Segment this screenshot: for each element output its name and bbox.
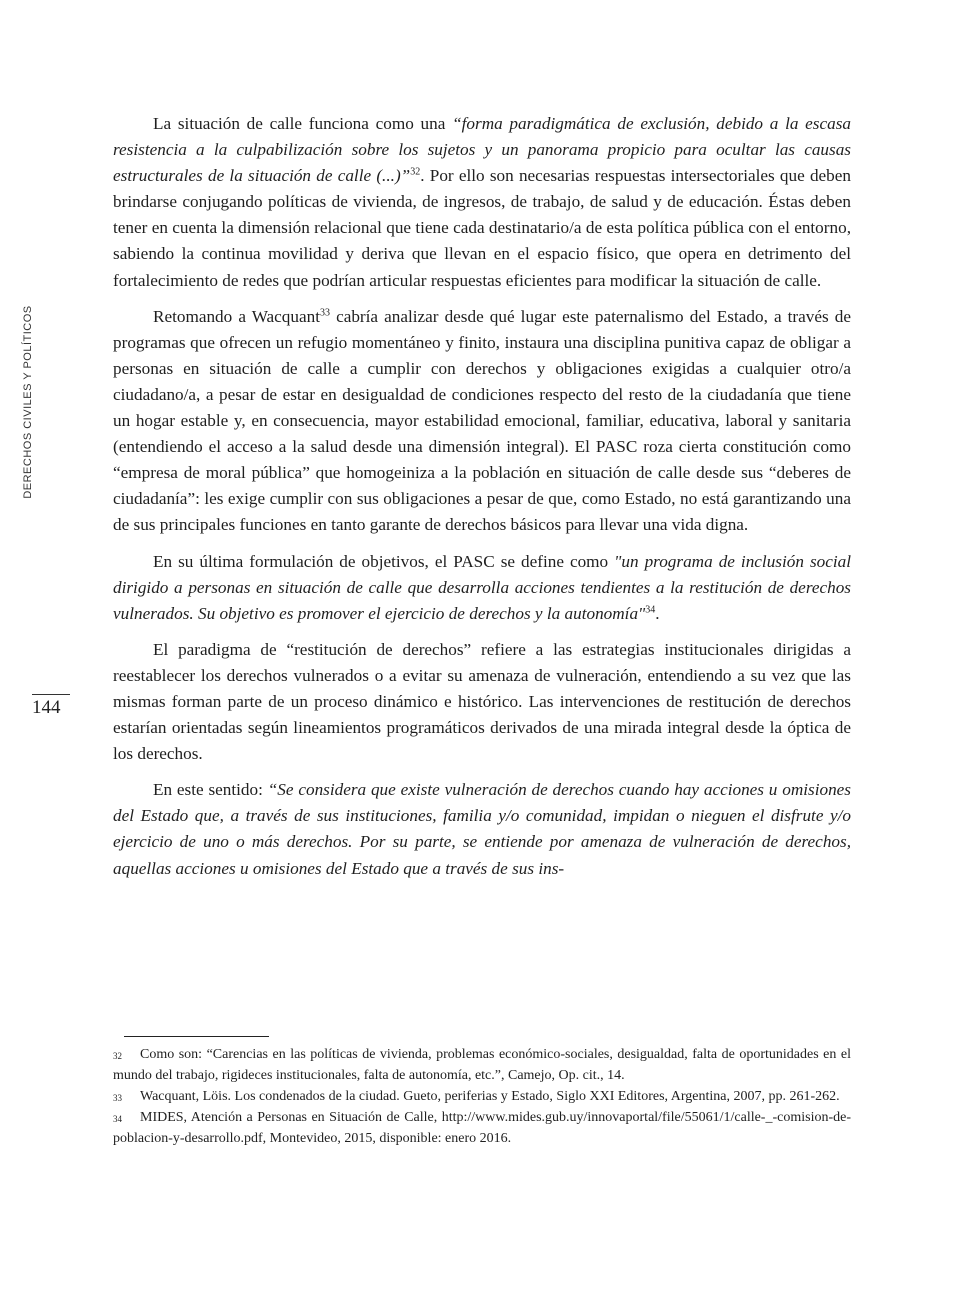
- paragraph-4: [113, 637, 851, 767]
- footnote-ref-33[interactable]: 33: [320, 306, 330, 318]
- body-text: [113, 111, 851, 892]
- footnote-number: 33: [113, 1093, 122, 1103]
- text-run: .: [655, 603, 660, 623]
- running-header-vertical: DERECHOS CIVILES Y POLÍTICOS: [22, 305, 34, 499]
- paragraph-3: [113, 549, 851, 627]
- footnote-ref-34[interactable]: 34: [645, 603, 656, 615]
- paragraph-2: [113, 304, 851, 539]
- footnote-number: 34: [113, 1114, 122, 1124]
- paragraph-5: [113, 777, 851, 881]
- footnote-text: Como son: “Carencias en las políticas de vivienda, problemas económico-sociales, desigualdad, falta de oportunidades en el mundo del trabajo, rigideces institucionales, falta de autonomía, etc.”, Camejo, Op. cit., 14.: [113, 1047, 851, 1083]
- footnote-number: 32: [113, 1051, 122, 1061]
- footnote-ref-32[interactable]: 32: [410, 166, 421, 178]
- text-run: cabría analizar desde qué lugar este paternalismo del Estado, a través de programas que ofrecen un refugio momentáneo y finito, instaura una disciplina punitiva capaz de obligar a personas en situación de calle a cumplir con derechos y obligaciones exigidas a cualquier otro/a ciudadano/a, a pesar de estar en desigualdad de condiciones respecto del resto de la ciudadanía que tiene un hogar estable y, en consecuencia, mayor estabilidad emocional, familiar, educativa, laboral y sanitaria (entendiendo el acceso a la salud desde una dimensión integral). El PASC roza cierta constitución como “empresa de moral pública” que homogeiniza a la población en situación de calle desde sus “deberes de ciudadanía”: les exige cumplir con sus obligaciones a pesar de que, como Estado, no está garantizando una de sus principales funciones en tanto garante de derechos básicos para llevar una vida digna.: [113, 306, 851, 535]
- text-run: La situación de calle funciona como una: [153, 114, 453, 133]
- footnote-text: Wacquant, Löis. Los condenados de la ciudad. Gueto, periferias y Estado, Siglo XXI Editores, Argentina, 2007, pp. 261-262.: [140, 1089, 840, 1104]
- page-number: 144: [32, 694, 70, 719]
- footnote-34: [113, 1107, 851, 1149]
- footnote-33: [113, 1086, 851, 1107]
- quote-italic: “forma paradigmática de exclusión, debido a la escasa resistencia a la culpabilización sobre los sujetos y un panorama propicio para ocultar las causas estructurales de la situación de calle (...)”: [113, 114, 851, 186]
- footnote-text[interactable]: MIDES, Atención a Personas en Situación de Calle, http://www.mides.gub.uy/innovaportal/file/55061/1/calle-_-comision-de-poblacion-y-desarrollo.pdf, Montevideo, 2015, disponible: enero 2016.: [113, 1110, 851, 1146]
- text-run: El paradigma de “restitución de derechos” refiere a las estrategias institucionales dirigidas a reestablecer los derechos vulnerados o a evitar su amenaza de vulneración, entendiendo a su vez que las mismas forman parte de un proceso dinámico e histórico. Las intervenciones de restitución de derechos estarían orientadas según lineamientos programáticos derivados de una mirada integral desde la óptica de los derechos.: [113, 639, 851, 764]
- text-run: Retomando a Wacquant: [153, 306, 320, 326]
- footnote-32: [113, 1044, 851, 1086]
- footnotes: [113, 1044, 851, 1149]
- text-run: . Por ello son necesarias respuestas intersectoriales que deben brindarse conjugando políticas de vivienda, de ingresos, de trabajo, de salud y de educación. Éstas deben tener en cuenta la dimensión relacional que tiene cada destinatario/a de esta política pública con el entorno, sabiendo la continua movilidad y deriva que llevan en el espacio físico, que opera en detrimento del fortalecimiento de redes que podrían articular respuestas eficientes para modificar la situación de calle.: [113, 166, 851, 290]
- footnote-separator: [124, 1036, 269, 1037]
- quote-italic: "un programa de inclusión social dirigido a personas en situación de calle que desarrolla acciones tendientes a la restitución de derechos vulnerados. Su objetivo es promover el ejercicio de derechos y la autonomía": [113, 551, 851, 623]
- text-run: En su última formulación de objetivos, el PASC se define como: [153, 551, 615, 571]
- paragraph-1: [113, 111, 851, 294]
- text-run: En este sentido:: [153, 780, 268, 800]
- quote-italic: “Se considera que existe vulneración de derechos cuando hay acciones u omisiones del Estado que, a través de sus instituciones, familia y/o comunidad, impidan o nieguen el disfrute y/o ejercicio de uno o más derechos. Por su parte, se entiende por amenaza de vulneración de derechos, aquellas acciones u omisiones del Estado que a través de sus ins-: [113, 780, 851, 878]
